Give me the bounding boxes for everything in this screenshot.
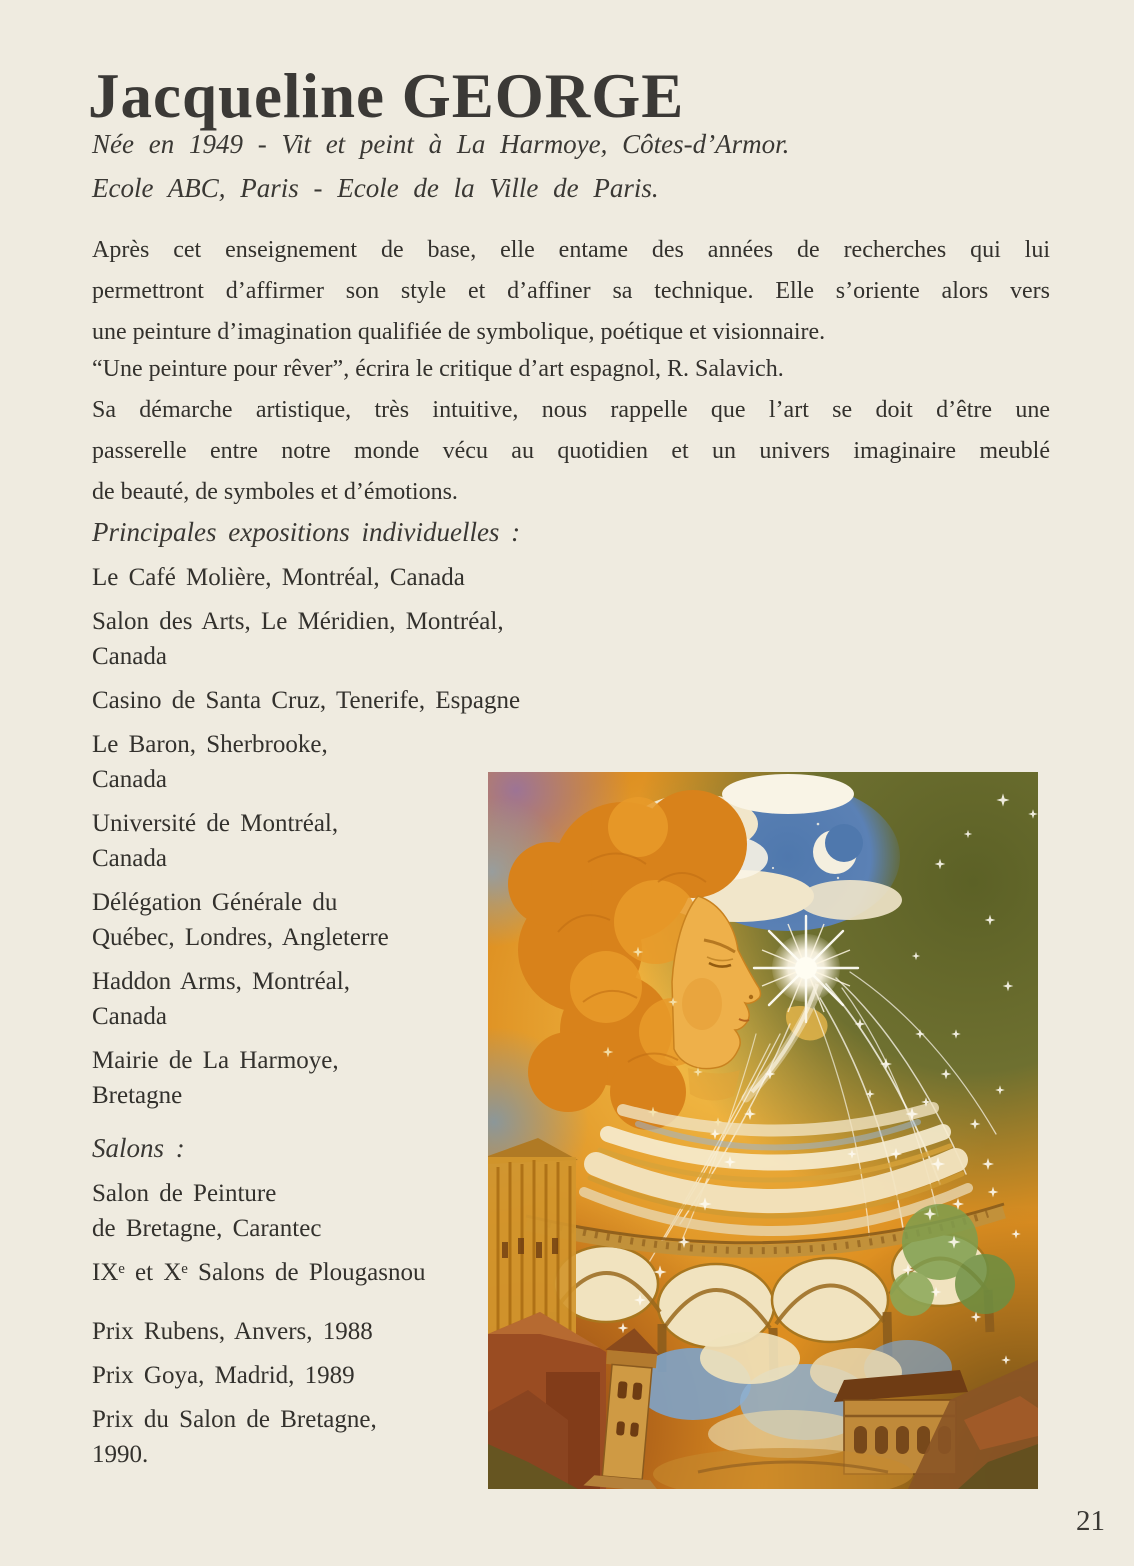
- text-line: permettront d’affirmer son style et d’affiner sa technique. Elle s’oriente alors vers: [92, 278, 1050, 304]
- text-line: Après cet enseignement de base, elle entame des années de recherches qui lui: [92, 237, 1050, 263]
- list-item: [92, 604, 504, 674]
- text-line: Université de Montréal,: [92, 810, 339, 837]
- expositions-list: [92, 560, 521, 1113]
- text-line: Haddon Arms, Montréal,: [92, 968, 350, 995]
- text-line: Prix Rubens, Anvers, 1988: [92, 1318, 373, 1345]
- page-title: Jacqueline GEORGE: [88, 61, 685, 132]
- artwork-painting: [488, 772, 1038, 1489]
- text-line: Délégation Générale du: [92, 889, 338, 916]
- list-item: [92, 1402, 492, 1472]
- expositions-heading: Principales expositions individuelles :: [92, 517, 521, 547]
- paragraph-approach: [92, 390, 1050, 513]
- text-line: Québec, Londres, Angleterre: [92, 924, 389, 951]
- list-item: [92, 964, 492, 1034]
- text-line: Le Baron, Sherbrooke,: [92, 731, 328, 758]
- text-line: Prix Goya, Madrid, 1989: [92, 1362, 355, 1389]
- list-item: [92, 1255, 492, 1290]
- text-line: de beauté, de symboles et d’émotions.: [92, 479, 458, 505]
- list-item: [92, 1314, 492, 1349]
- salons-section: [92, 1130, 492, 1299]
- text-line: Canada: [92, 643, 167, 670]
- text-line: Salon des Arts, Le Méridien, Montréal,: [92, 608, 504, 635]
- text-line: Casino de Santa Cruz, Tenerife, Espagne: [92, 687, 521, 714]
- list-item: [92, 806, 492, 876]
- text-line: Née en 1949 - Vit et peint à La Harmoye, Côtes-d’Armor.: [92, 129, 790, 159]
- expositions-section: [92, 514, 521, 1122]
- list-item: [92, 1043, 492, 1113]
- text-line: IXᵉ et Xᵉ Salons de Plougasnou: [92, 1259, 426, 1286]
- text-line: passerelle entre notre monde vécu au quotidien et un univers imaginaire meublé: [92, 438, 1050, 464]
- text-line: Prix du Salon de Bretagne,: [92, 1406, 377, 1433]
- list-item: [92, 885, 492, 955]
- text-line: Sa démarche artistique, très intuitive, nous rappelle que l’art se doit d’être une: [92, 397, 1050, 423]
- list-item: [92, 683, 521, 718]
- paragraph-training: [92, 230, 1050, 353]
- painting-canvas: [488, 772, 1038, 1489]
- list-item: [92, 560, 492, 595]
- list-item: [92, 1176, 492, 1246]
- text-line: Canada: [92, 845, 167, 872]
- prizes-list: [92, 1314, 492, 1472]
- artist-bio-intro: [92, 122, 789, 210]
- list-item: [92, 727, 492, 797]
- text-line: Bretagne: [92, 1082, 183, 1109]
- page-number: 21: [1076, 1505, 1105, 1537]
- text-line: Mairie de La Harmoye,: [92, 1047, 339, 1074]
- text-line: “Une peinture pour rêver”, écrira le critique d’art espagnol, R. Salavich.: [92, 356, 784, 382]
- text-line: de Bretagne, Carantec: [92, 1215, 322, 1242]
- text-line: Canada: [92, 766, 167, 793]
- salons-list: [92, 1176, 492, 1290]
- paragraph-quote: [92, 349, 1050, 390]
- list-item: [92, 1358, 492, 1393]
- text-line: Canada: [92, 1003, 167, 1030]
- painting-light-dome: [584, 1108, 968, 1231]
- prizes-section: [92, 1314, 492, 1481]
- text-line: une peinture d’imagination qualifiée de symbolique, poétique et visionnaire.: [92, 319, 826, 345]
- text-line: Salon de Peinture: [92, 1180, 277, 1207]
- text-line: Ecole ABC, Paris - Ecole de la Ville de Paris.: [92, 173, 659, 203]
- text-line: 1990.: [92, 1441, 149, 1468]
- salons-heading: Salons :: [92, 1133, 185, 1163]
- text-line: Le Café Molière, Montréal, Canada: [92, 564, 465, 591]
